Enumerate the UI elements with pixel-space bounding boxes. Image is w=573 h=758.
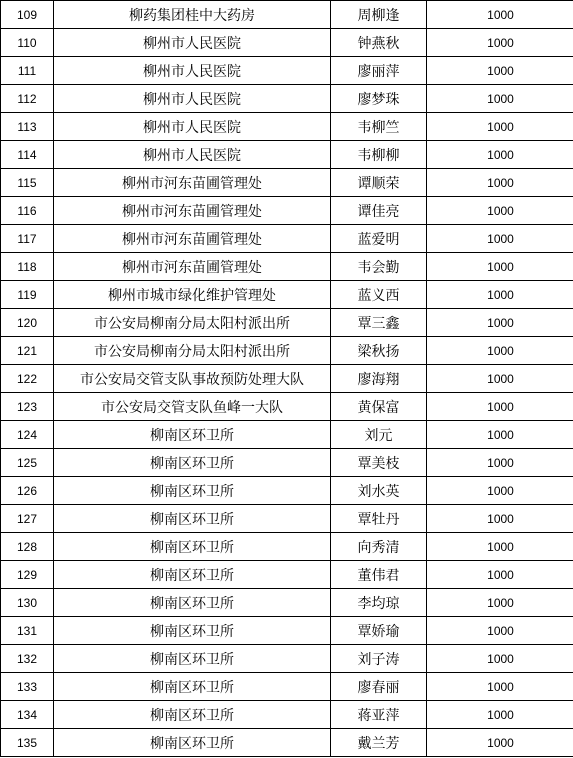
table-row (1, 225, 573, 253)
organization-cell: 柳南区环卫所 (54, 561, 331, 589)
person-name-cell: 廖海翔 (331, 365, 427, 393)
person-name-cell: 廖梦珠 (331, 85, 427, 113)
row-number-cell: 120 (1, 309, 54, 337)
row-number-cell: 127 (1, 505, 54, 533)
person-name-cell: 谭顺荣 (331, 169, 427, 197)
amount-cell: 1000 (427, 1, 573, 29)
table-row (1, 141, 573, 169)
organization-cell: 柳州市河东苗圃管理处 (54, 197, 331, 225)
amount-cell: 1000 (427, 561, 573, 589)
row-number-cell: 112 (1, 85, 54, 113)
row-number-cell: 122 (1, 365, 54, 393)
amount-cell: 1000 (427, 729, 573, 757)
organization-cell: 柳南区环卫所 (54, 589, 331, 617)
person-name-cell: 廖春丽 (331, 673, 427, 701)
organization-cell: 柳南区环卫所 (54, 729, 331, 757)
amount-cell: 1000 (427, 533, 573, 561)
row-number-cell: 113 (1, 113, 54, 141)
table-row (1, 169, 573, 197)
table-row (1, 449, 573, 477)
table-row (1, 309, 573, 337)
amount-cell: 1000 (427, 113, 573, 141)
organization-cell: 柳南区环卫所 (54, 449, 331, 477)
organization-cell: 柳州市人民医院 (54, 141, 331, 169)
row-number-cell: 110 (1, 29, 54, 57)
person-name-cell: 李均琼 (331, 589, 427, 617)
row-number-cell: 118 (1, 253, 54, 281)
amount-cell: 1000 (427, 701, 573, 729)
person-name-cell: 韦会勤 (331, 253, 427, 281)
person-name-cell: 刘子涛 (331, 645, 427, 673)
row-number-cell: 126 (1, 477, 54, 505)
row-number-cell: 132 (1, 645, 54, 673)
amount-cell: 1000 (427, 169, 573, 197)
organization-cell: 柳南区环卫所 (54, 477, 331, 505)
amount-cell: 1000 (427, 29, 573, 57)
amount-cell: 1000 (427, 57, 573, 85)
row-number-cell: 129 (1, 561, 54, 589)
organization-cell: 市公安局柳南分局太阳村派出所 (54, 337, 331, 365)
amount-cell: 1000 (427, 477, 573, 505)
amount-cell: 1000 (427, 421, 573, 449)
row-number-cell: 117 (1, 225, 54, 253)
table-row (1, 645, 573, 673)
table-row (1, 729, 573, 757)
amount-cell: 1000 (427, 225, 573, 253)
row-number-cell: 116 (1, 197, 54, 225)
amount-cell: 1000 (427, 309, 573, 337)
amount-cell: 1000 (427, 449, 573, 477)
person-name-cell: 董伟君 (331, 561, 427, 589)
row-number-cell: 131 (1, 617, 54, 645)
row-number-cell: 115 (1, 169, 54, 197)
amount-cell: 1000 (427, 85, 573, 113)
organization-cell: 柳南区环卫所 (54, 617, 331, 645)
person-name-cell: 廖丽萍 (331, 57, 427, 85)
row-number-cell: 124 (1, 421, 54, 449)
organization-cell: 柳南区环卫所 (54, 673, 331, 701)
person-name-cell: 蒋亚萍 (331, 701, 427, 729)
table-row (1, 365, 573, 393)
table-row (1, 281, 573, 309)
amount-cell: 1000 (427, 617, 573, 645)
person-name-cell: 韦柳竺 (331, 113, 427, 141)
person-name-cell: 梁秋扬 (331, 337, 427, 365)
organization-cell: 市公安局交管支队事故预防处理大队 (54, 365, 331, 393)
row-number-cell: 133 (1, 673, 54, 701)
row-number-cell: 128 (1, 533, 54, 561)
organization-cell: 柳州市河东苗圃管理处 (54, 169, 331, 197)
person-name-cell: 覃美枝 (331, 449, 427, 477)
table-row (1, 393, 573, 421)
person-name-cell: 刘水英 (331, 477, 427, 505)
person-name-cell: 覃娇瑜 (331, 617, 427, 645)
table-row (1, 701, 573, 729)
organization-cell: 柳州市城市绿化维护管理处 (54, 281, 331, 309)
organization-cell: 柳州市人民医院 (54, 29, 331, 57)
organization-cell: 柳州市人民医院 (54, 57, 331, 85)
amount-cell: 1000 (427, 393, 573, 421)
person-name-cell: 刘元 (331, 421, 427, 449)
person-name-cell: 蓝义西 (331, 281, 427, 309)
row-number-cell: 121 (1, 337, 54, 365)
person-name-cell: 周柳逢 (331, 1, 427, 29)
table-row (1, 1, 573, 29)
table-row (1, 253, 573, 281)
amount-cell: 1000 (427, 589, 573, 617)
amount-cell: 1000 (427, 197, 573, 225)
row-number-cell: 134 (1, 701, 54, 729)
organization-cell: 柳南区环卫所 (54, 505, 331, 533)
table-row (1, 617, 573, 645)
table-row (1, 477, 573, 505)
table-row (1, 197, 573, 225)
row-number-cell: 125 (1, 449, 54, 477)
person-name-cell: 覃三鑫 (331, 309, 427, 337)
amount-cell: 1000 (427, 673, 573, 701)
organization-cell: 柳州市人民医院 (54, 113, 331, 141)
row-number-cell: 109 (1, 1, 54, 29)
person-name-cell: 谭佳亮 (331, 197, 427, 225)
organization-cell: 柳南区环卫所 (54, 645, 331, 673)
person-name-cell: 黄保富 (331, 393, 427, 421)
amount-cell: 1000 (427, 281, 573, 309)
table-row (1, 113, 573, 141)
person-name-cell: 戴兰芳 (331, 729, 427, 757)
table-row (1, 421, 573, 449)
table-row (1, 589, 573, 617)
row-number-cell: 130 (1, 589, 54, 617)
table-row (1, 533, 573, 561)
person-name-cell: 向秀清 (331, 533, 427, 561)
organization-cell: 柳州市人民医院 (54, 85, 331, 113)
organization-cell: 柳南区环卫所 (54, 701, 331, 729)
organization-cell: 柳药集团桂中大药房 (54, 1, 331, 29)
amount-cell: 1000 (427, 141, 573, 169)
row-number-cell: 123 (1, 393, 54, 421)
organization-cell: 柳南区环卫所 (54, 421, 331, 449)
organization-cell: 柳州市河东苗圃管理处 (54, 253, 331, 281)
table-row (1, 29, 573, 57)
table-row (1, 673, 573, 701)
organization-cell: 柳南区环卫所 (54, 533, 331, 561)
organization-cell: 市公安局交管支队鱼峰一大队 (54, 393, 331, 421)
row-number-cell: 135 (1, 729, 54, 757)
person-name-cell: 钟燕秋 (331, 29, 427, 57)
amount-cell: 1000 (427, 365, 573, 393)
person-name-cell: 覃牡丹 (331, 505, 427, 533)
organization-cell: 柳州市河东苗圃管理处 (54, 225, 331, 253)
table-row (1, 337, 573, 365)
amount-cell: 1000 (427, 505, 573, 533)
table-row (1, 85, 573, 113)
table-body (1, 1, 573, 757)
amount-cell: 1000 (427, 253, 573, 281)
row-number-cell: 111 (1, 57, 54, 85)
amount-cell: 1000 (427, 337, 573, 365)
amount-cell: 1000 (427, 645, 573, 673)
table-row (1, 57, 573, 85)
table-row (1, 561, 573, 589)
row-number-cell: 119 (1, 281, 54, 309)
person-name-cell: 韦柳柳 (331, 141, 427, 169)
organization-cell: 市公安局柳南分局太阳村派出所 (54, 309, 331, 337)
table-row (1, 505, 573, 533)
row-number-cell: 114 (1, 141, 54, 169)
person-name-cell: 蓝爱明 (331, 225, 427, 253)
